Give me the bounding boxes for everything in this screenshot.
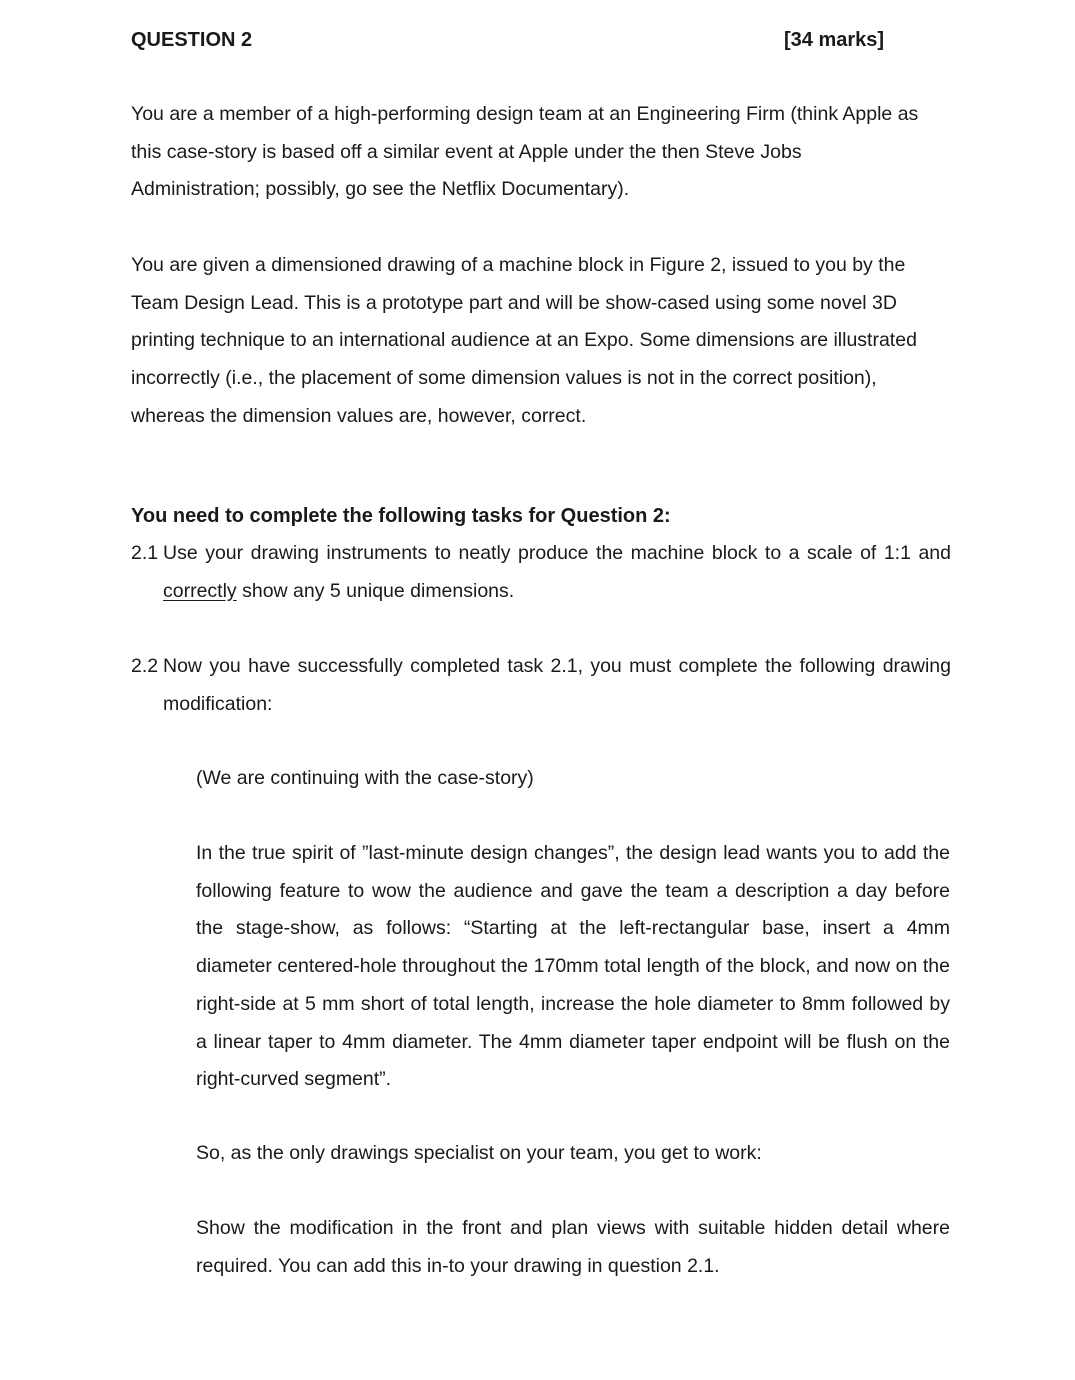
marks-label: [34 marks]: [784, 29, 885, 51]
task-2-1: [131, 535, 951, 610]
intro-paragraph-2: You are given a dimensioned drawing of a machine block in Figure 2, issued to you by the Team Design Lead. This is a prototype part and will be show-cased using some novel 3D printing technique to an international audience at an Expo. Some dimensions are illustrated incorrectly (i.e., the placement of some dimension values is not in the correct position), whereas the dimension values are, however, correct.: [131, 254, 917, 427]
case-story-paragraph-1: (We are continuing with the case-story): [196, 767, 534, 789]
task-2-1-underlined-word: correctly: [163, 579, 237, 602]
task-2-1-number: 2.1: [131, 542, 159, 564]
task-2-2: [131, 648, 951, 723]
tasks-heading: You need to complete the following tasks for Question 2:: [131, 505, 671, 527]
question-title: QUESTION 2: [131, 29, 253, 51]
task-2-1-text-a: Use your drawing instruments to neatly produce the machine block to a scale of 1:1 and: [163, 542, 951, 564]
task-2-1-text-b: show any 5 unique dimensions.: [236, 579, 515, 602]
task-2-2-number: 2.2: [131, 655, 159, 677]
task-2-2-text: Now you have successfully completed task 2.1, you must complete the following drawing modification:: [163, 655, 951, 715]
case-story-paragraph-4: Show the modification in the front and plan views with suitable hidden detail where required. You can add this in-to your drawing in question 2.1.: [196, 1217, 950, 1277]
case-story-paragraph-2: In the true spirit of ”last-minute design changes”, the design lead wants you to add the following feature to wow the audience and gave the team a description a day before the stage-show, as follows: “Starting at the left-rectangular base, insert a 4mm diameter centered-hole throughout the 170mm total length of the block, and now on the right-side at 5 mm short of total length, increase the hole diameter to 8mm followed by a linear taper to 4mm diameter. The 4mm diameter taper endpoint will be flush on the right-curved segment”.: [196, 842, 950, 1091]
case-story-paragraph-3: So, as the only drawings specialist on your team, you get to work:: [196, 1142, 762, 1164]
intro-paragraph-1: You are a member of a high-performing design team at an Engineering Firm (think Apple as this case-story is based off a similar event at Apple under the then Steve Jobs Administration; possibly, go see the Netflix Documentary).: [131, 103, 919, 201]
